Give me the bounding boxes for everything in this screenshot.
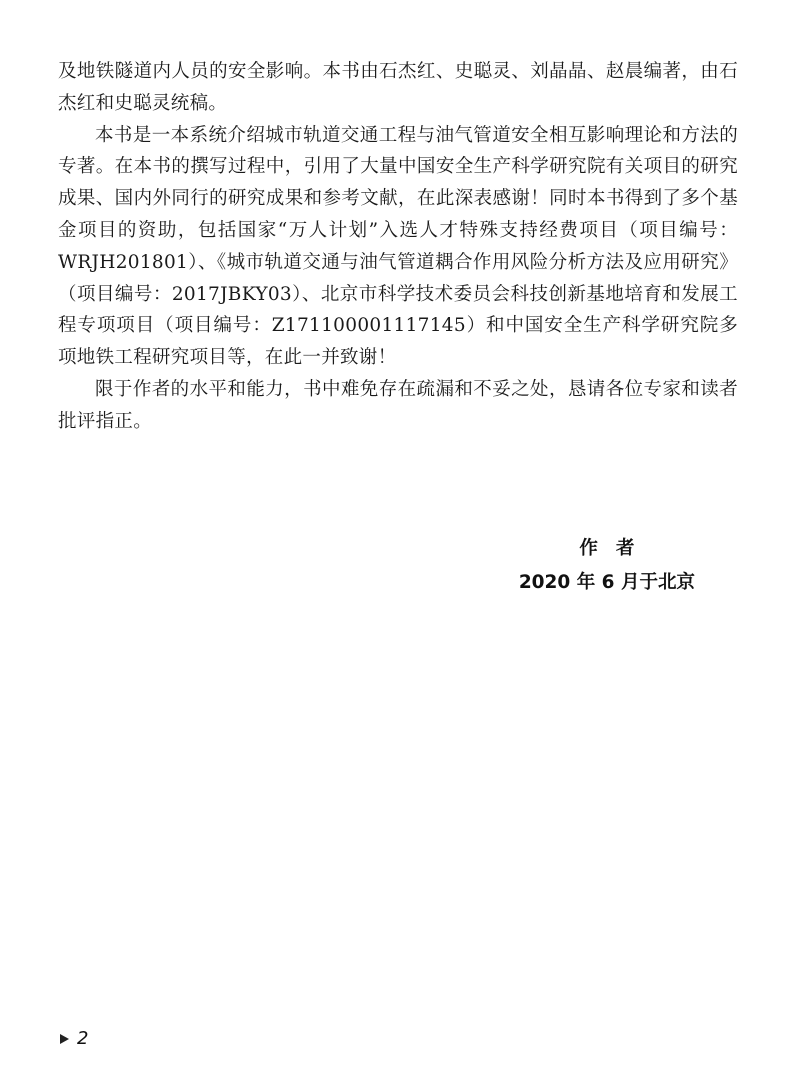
signature-author: 作者 bbox=[579, 538, 653, 559]
paragraph-1: 及地铁隧道内人员的安全影响。本书由石杰红、史聪灵、刘晶晶、赵晨编著，由石杰红和史聪灵统稿。 bbox=[58, 61, 738, 114]
paragraph-2: 本书是一本系统介绍城市轨道交通工程与油气管道安全相互影响理论和方法的专著。在本书的撰写过程中，引用了大量中国安全生产科学研究院有关项目的研究成果、国内外同行的研究成果和参考文献，在此深表感谢！同时本书得到了多个基金项目的资助，包括国家“万人计划”入选人才特殊支持经费项目（项目编号：WRJH201801）、《城市轨道交通与油气管道耦合作用风险分析方法及应用研究》（项目编号：2017JBKY03）、北京市科学技术委员会科技创新基地培育和发展工程专项项目（项目编号：Z171100001117145）和中国安全生产科学研究院多项地铁工程研究项目等，在此一并致谢！ bbox=[58, 124, 738, 369]
signature-block bbox=[519, 532, 695, 600]
signature-date: 2020 年 6 月于北京 bbox=[518, 572, 695, 593]
page-footer bbox=[60, 1028, 88, 1049]
paragraph-3: 限于作者的水平和能力，书中难免存在疏漏和不妥之处，恳请各位专家和读者批评指正。 bbox=[58, 378, 738, 432]
body-text bbox=[58, 56, 738, 438]
triangle-right-icon bbox=[60, 1034, 69, 1044]
page-number: 2 bbox=[77, 1028, 89, 1049]
